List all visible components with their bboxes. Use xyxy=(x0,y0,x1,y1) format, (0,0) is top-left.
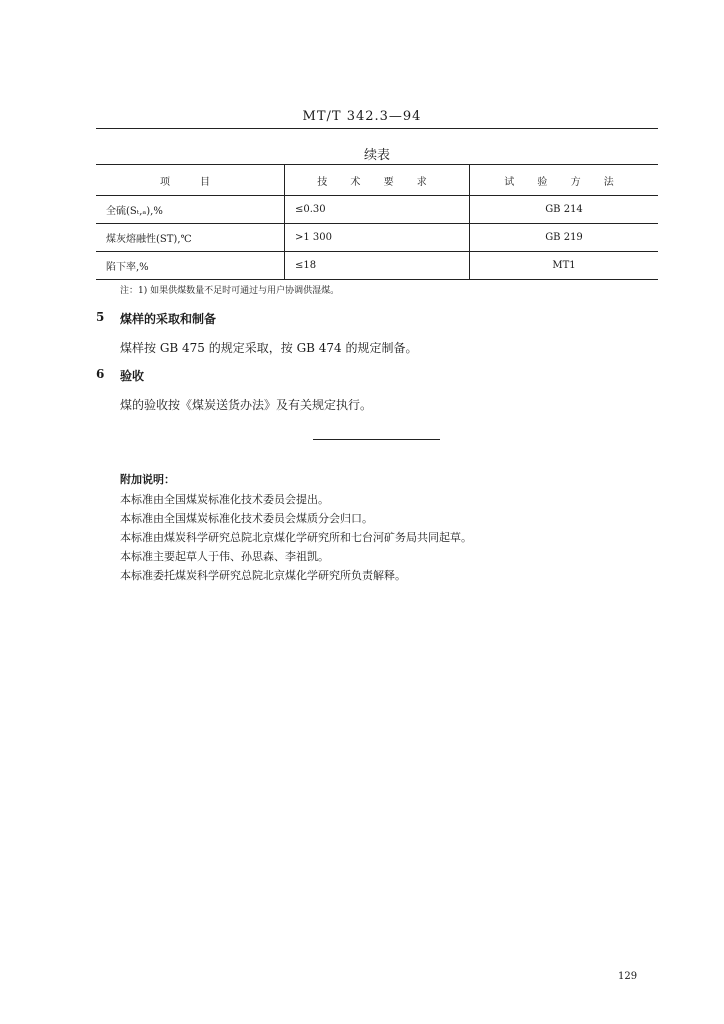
section-text: 煤的验收按《煤炭送货办法》及有关规定执行。 xyxy=(120,398,373,412)
page-number: 129 xyxy=(618,971,638,982)
section-number: 5 xyxy=(96,310,105,324)
supplement-line: 本标准由全国煤炭标准化技术委员会煤质分会归口。 xyxy=(120,512,373,525)
table-note: 注：1) 如果供煤数量不足时可通过与用户协调供湿煤。 xyxy=(120,286,340,296)
cell-method: GB 219 xyxy=(470,224,659,252)
table-header-row xyxy=(96,165,658,196)
column-header-requirement: 技 术 要 求 xyxy=(285,165,470,196)
column-header-method: 试 验 方 法 xyxy=(470,165,659,196)
section-text: 煤样按 GB 475 的规定采取，按 GB 474 的规定制备。 xyxy=(120,341,418,355)
table-row xyxy=(96,224,658,252)
section-title: 验收 xyxy=(120,369,145,383)
supplement-line: 本标准主要起草人于伟、孙思森、李祖凯。 xyxy=(120,550,329,563)
cell-item: 全硫(Sₜ,ₐ),% xyxy=(96,196,285,224)
cell-requirement: ≤0.30 xyxy=(285,196,470,224)
cell-requirement: >1 300 xyxy=(285,224,470,252)
header-rule xyxy=(96,128,658,129)
cell-item: 陷下率,% xyxy=(96,252,285,280)
spec-table xyxy=(96,164,658,280)
supplement-line: 本标准委托煤炭科学研究总院北京煤化学研究所负责解释。 xyxy=(120,569,406,582)
cell-method: GB 214 xyxy=(470,196,659,224)
table-row xyxy=(96,196,658,224)
section-title: 煤样的采取和制备 xyxy=(120,312,217,326)
supplement-heading: 附加说明： xyxy=(120,473,175,486)
document-code: MT/T 342.3—94 xyxy=(302,109,422,124)
supplement-line: 本标准由全国煤炭标准化技术委员会提出。 xyxy=(120,493,329,506)
cell-requirement: ≤18 xyxy=(285,252,470,280)
section-number: 6 xyxy=(96,367,105,381)
column-header-item: 项 目 xyxy=(96,165,285,196)
supplement-line: 本标准由煤炭科学研究总院北京煤化学研究所和七台河矿务局共同起草。 xyxy=(120,531,472,544)
table-row xyxy=(96,252,658,280)
cell-item: 煤灰熔融性(ST),℃ xyxy=(96,224,285,252)
cell-method: MT1 xyxy=(470,252,659,280)
table-caption: 续表 xyxy=(363,148,390,163)
separator-rule xyxy=(313,439,440,440)
